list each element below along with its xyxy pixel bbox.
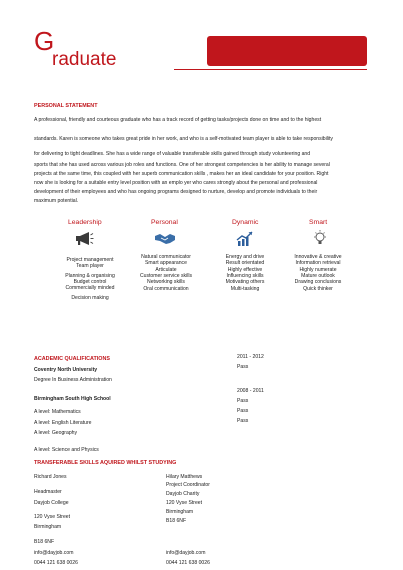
reference-phone: 0044 121 638 0026 <box>34 560 78 566</box>
list-item: Commercially minded <box>65 285 115 292</box>
statement-line: maximum potential. <box>34 198 79 204</box>
reference-postcode: B18 6NF <box>166 518 187 524</box>
list-item: Mature outlook <box>301 273 335 280</box>
grade: Pass <box>237 398 249 404</box>
reference-org: Dayjob Charity <box>166 491 200 497</box>
list-item: Highly effective <box>227 266 263 273</box>
reference-postcode: B18 6NF <box>34 539 55 545</box>
personal-statement-heading: PERSONAL STATEMENT <box>34 103 98 109</box>
skill-heading-personal: Personal <box>151 219 178 226</box>
date-range: 2008 - 2011 <box>237 388 264 394</box>
statement-line: A professional, friendly and courteous graduate who has a track record of getting tasks/projects done on time and to the highest <box>34 117 322 123</box>
list-item: Project management <box>66 257 114 263</box>
skill-heading-smart: Smart <box>309 219 328 226</box>
skill-list-smart <box>276 254 360 292</box>
list-item: Highly numerate <box>299 266 337 273</box>
grade: Pass <box>237 418 249 424</box>
school-name: Birmingham South High School <box>34 396 111 402</box>
page-title: raduate <box>52 49 117 70</box>
statement-line: for delivering to tight deadlines. She has a wide range of valuable transferable skills gained through study volunteering and <box>34 151 311 157</box>
statement-line: standards. Karen is someone who takes great pride in her work, and who is a self-motivated team player is able to take responsibility <box>34 136 333 142</box>
megaphone-icon <box>74 231 94 247</box>
a-level-item: A level: Science and Physics <box>34 447 99 453</box>
skill-heading-leadership: Leadership <box>68 219 102 226</box>
list-item: Multi-tasking <box>230 285 260 292</box>
header-banner <box>207 36 367 66</box>
list-item: Influencing skills <box>226 273 264 280</box>
skill-heading-dynamic: Dynamic <box>232 219 259 226</box>
a-level-item: A level: Mathematics <box>34 409 81 415</box>
list-item: Team player <box>76 263 104 270</box>
list-item: Budget control <box>73 279 107 286</box>
reference-street: 120 Vyse Street <box>166 500 203 506</box>
list-item: Innovative & creative <box>294 254 342 260</box>
reference-role: Project Coordinator <box>166 482 210 488</box>
list-item: Energy and drive <box>225 254 265 260</box>
list-item: Drawing conclusions <box>294 279 342 286</box>
reference-org: Dayjob College <box>34 500 69 506</box>
reference-phone: 0044 121 638 0026 <box>166 560 210 566</box>
reference-street: 120 Vyse Street <box>34 514 71 520</box>
list-item: Decision making <box>71 294 109 301</box>
transferable-heading: TRANSFERABLE SKILLS AQUIRED WHILST STUDYING <box>34 460 177 466</box>
list-item: Information retrieval <box>295 260 341 267</box>
statement-line: sports that she has used across various job roles and functions. One of her strongest competencies is her ability to manage several <box>34 162 330 168</box>
handshake-icon <box>154 232 176 246</box>
grade: Pass <box>237 364 249 370</box>
list-item: Result orientated <box>225 260 265 267</box>
a-level-item: A level: Geography <box>34 430 78 436</box>
list-item: Oral communication <box>143 285 189 292</box>
list-item: Natural communicator <box>141 254 191 260</box>
reference-city: Birmingham <box>34 524 62 530</box>
list-item: Networking skills <box>147 279 185 286</box>
skill-list-personal <box>124 254 208 292</box>
list-item: Smart appearance <box>145 260 187 267</box>
grade: Pass <box>237 408 249 414</box>
list-item: Planning & organising <box>65 272 115 279</box>
statement-line: development of their employees and who has ongoing programs designed to nurture, develop and promote individuals to their <box>34 189 318 195</box>
skill-list-leadership <box>48 257 132 301</box>
degree-name: Degree In Business Administration <box>34 377 112 383</box>
list-item: Articulate <box>155 266 177 273</box>
reference-city: Birmingham <box>166 509 194 515</box>
reference-email: info@dayjob.com <box>166 550 206 556</box>
list-item: Quick thinker <box>303 285 333 292</box>
university-name: Coventry North University <box>34 367 98 373</box>
list-item: Motivating others <box>225 279 265 286</box>
title-initial: G <box>34 26 55 56</box>
reference-name: Hilary Matthews <box>166 474 203 480</box>
academic-heading: ACADEMIC QUALIFICATIONS <box>34 356 110 362</box>
reference-role: Headmaster <box>34 489 62 495</box>
reference-name: Richard Jones <box>34 474 67 480</box>
statement-line: projects at the same time, this coupled with her superb communication skills , makes her an ideal candidate for your position. Right <box>34 171 329 177</box>
header-divider <box>174 69 367 70</box>
reference-email: info@dayjob.com <box>34 550 74 556</box>
a-level-item: A level: English Literature <box>34 420 92 426</box>
list-item: Customer service skills <box>139 273 193 280</box>
trending-up-icon <box>236 231 254 247</box>
lightbulb-icon <box>312 229 328 247</box>
date-range: 2011 - 2012 <box>237 354 264 360</box>
statement-line: now she is looking for a suitable entry level position with an emplo yer who cares strongly about the personal and professional <box>34 180 318 186</box>
skill-list-dynamic <box>203 254 287 292</box>
